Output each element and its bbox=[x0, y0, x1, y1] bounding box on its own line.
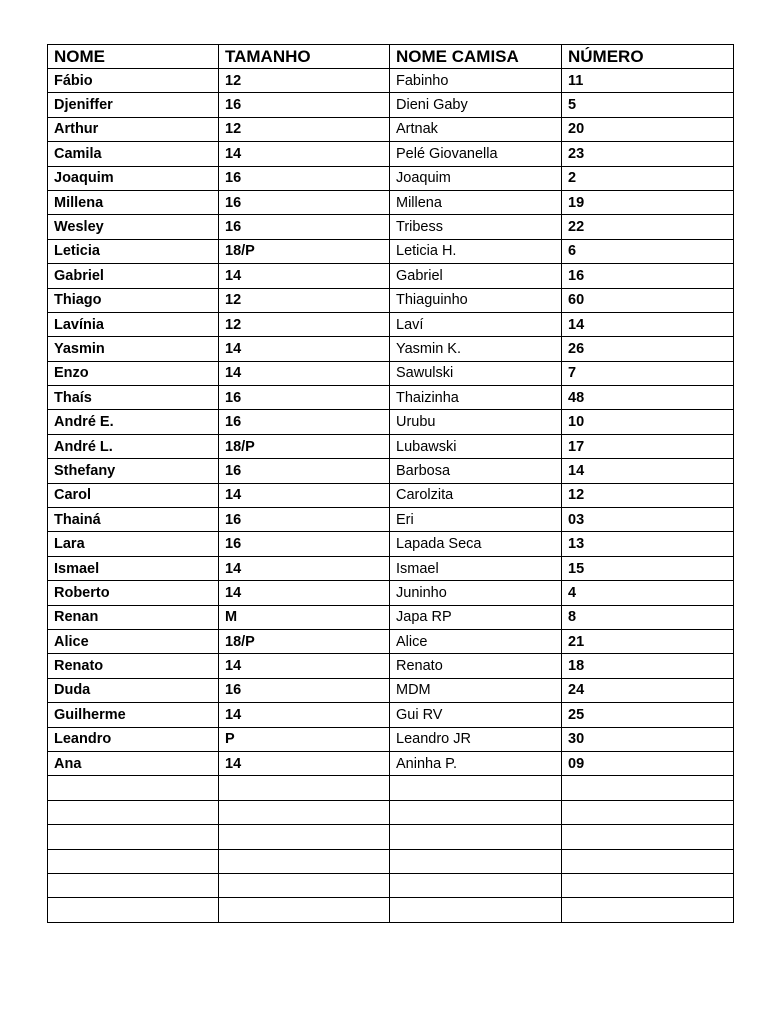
cell-tamanho: 14 bbox=[219, 581, 390, 605]
table-row bbox=[48, 69, 734, 93]
cell-tamanho: 12 bbox=[219, 69, 390, 93]
cell-numero: 22 bbox=[562, 215, 734, 239]
header-nome: NOME bbox=[48, 45, 219, 69]
cell-numero: 19 bbox=[562, 190, 734, 214]
cell-numero bbox=[562, 825, 734, 849]
cell-nome-camisa: Tribess bbox=[390, 215, 562, 239]
cell-nome: Arthur bbox=[48, 117, 219, 141]
cell-nome-camisa: Lubawski bbox=[390, 434, 562, 458]
cell-tamanho: 12 bbox=[219, 117, 390, 141]
cell-nome: Renato bbox=[48, 654, 219, 678]
cell-nome: Gabriel bbox=[48, 264, 219, 288]
cell-numero bbox=[562, 849, 734, 873]
cell-tamanho: 16 bbox=[219, 215, 390, 239]
table-row bbox=[48, 629, 734, 653]
cell-numero: 23 bbox=[562, 142, 734, 166]
cell-numero: 09 bbox=[562, 751, 734, 775]
cell-nome-camisa: Barbosa bbox=[390, 459, 562, 483]
cell-nome-camisa: Sawulski bbox=[390, 361, 562, 385]
cell-nome: Thiago bbox=[48, 288, 219, 312]
cell-numero: 11 bbox=[562, 69, 734, 93]
cell-tamanho: 14 bbox=[219, 264, 390, 288]
cell-nome: Lara bbox=[48, 532, 219, 556]
cell-nome-camisa: MDM bbox=[390, 678, 562, 702]
cell-nome-camisa: Urubu bbox=[390, 410, 562, 434]
cell-numero: 14 bbox=[562, 459, 734, 483]
cell-nome-camisa: Japa RP bbox=[390, 605, 562, 629]
cell-tamanho: 14 bbox=[219, 556, 390, 580]
cell-tamanho: 16 bbox=[219, 166, 390, 190]
cell-nome-camisa bbox=[390, 776, 562, 800]
cell-tamanho: 16 bbox=[219, 190, 390, 214]
cell-numero: 30 bbox=[562, 727, 734, 751]
cell-tamanho: 16 bbox=[219, 508, 390, 532]
cell-tamanho: 12 bbox=[219, 288, 390, 312]
table-row bbox=[48, 532, 734, 556]
cell-tamanho: 14 bbox=[219, 751, 390, 775]
table-row bbox=[48, 678, 734, 702]
cell-nome-camisa: Juninho bbox=[390, 581, 562, 605]
cell-numero: 13 bbox=[562, 532, 734, 556]
cell-numero: 20 bbox=[562, 117, 734, 141]
cell-nome: Lavínia bbox=[48, 312, 219, 336]
cell-numero: 14 bbox=[562, 312, 734, 336]
cell-nome-camisa: Millena bbox=[390, 190, 562, 214]
table-row bbox=[48, 703, 734, 727]
cell-tamanho: 16 bbox=[219, 459, 390, 483]
cell-nome bbox=[48, 800, 219, 824]
table-row bbox=[48, 605, 734, 629]
table-row bbox=[48, 361, 734, 385]
cell-numero: 15 bbox=[562, 556, 734, 580]
table-row bbox=[48, 337, 734, 361]
cell-nome-camisa: Eri bbox=[390, 508, 562, 532]
table-row bbox=[48, 898, 734, 922]
cell-nome: André L. bbox=[48, 434, 219, 458]
cell-tamanho: P bbox=[219, 727, 390, 751]
cell-nome-camisa: Dieni Gaby bbox=[390, 93, 562, 117]
cell-numero: 17 bbox=[562, 434, 734, 458]
cell-numero: 2 bbox=[562, 166, 734, 190]
cell-nome: André E. bbox=[48, 410, 219, 434]
cell-tamanho: 14 bbox=[219, 483, 390, 507]
cell-tamanho: 16 bbox=[219, 386, 390, 410]
cell-nome: Joaquim bbox=[48, 166, 219, 190]
cell-nome: Thaís bbox=[48, 386, 219, 410]
cell-tamanho bbox=[219, 898, 390, 922]
cell-tamanho: 16 bbox=[219, 532, 390, 556]
cell-nome-camisa: Gui RV bbox=[390, 703, 562, 727]
cell-tamanho: M bbox=[219, 605, 390, 629]
cell-numero: 12 bbox=[562, 483, 734, 507]
cell-tamanho: 14 bbox=[219, 703, 390, 727]
header-nome-camisa: NOME CAMISA bbox=[390, 45, 562, 69]
cell-nome: Leandro bbox=[48, 727, 219, 751]
cell-nome: Yasmin bbox=[48, 337, 219, 361]
cell-nome: Sthefany bbox=[48, 459, 219, 483]
cell-nome-camisa: Joaquim bbox=[390, 166, 562, 190]
cell-numero bbox=[562, 873, 734, 897]
table-row bbox=[48, 410, 734, 434]
cell-numero: 03 bbox=[562, 508, 734, 532]
cell-tamanho: 14 bbox=[219, 654, 390, 678]
table-row bbox=[48, 142, 734, 166]
table-row bbox=[48, 873, 734, 897]
table-row bbox=[48, 751, 734, 775]
header-numero: NÚMERO bbox=[562, 45, 734, 69]
table-row bbox=[48, 508, 734, 532]
table-row bbox=[48, 776, 734, 800]
cell-nome: Guilherme bbox=[48, 703, 219, 727]
cell-nome bbox=[48, 898, 219, 922]
cell-numero: 21 bbox=[562, 629, 734, 653]
cell-numero: 10 bbox=[562, 410, 734, 434]
cell-tamanho: 18/P bbox=[219, 239, 390, 263]
cell-numero bbox=[562, 898, 734, 922]
cell-numero: 18 bbox=[562, 654, 734, 678]
cell-nome: Thainá bbox=[48, 508, 219, 532]
table-row bbox=[48, 117, 734, 141]
cell-nome-camisa: Renato bbox=[390, 654, 562, 678]
cell-nome-camisa bbox=[390, 873, 562, 897]
cell-numero bbox=[562, 776, 734, 800]
shirt-size-table bbox=[47, 44, 734, 923]
cell-tamanho: 12 bbox=[219, 312, 390, 336]
cell-nome: Carol bbox=[48, 483, 219, 507]
cell-nome: Duda bbox=[48, 678, 219, 702]
table-row bbox=[48, 312, 734, 336]
cell-numero: 25 bbox=[562, 703, 734, 727]
cell-nome-camisa: Laví bbox=[390, 312, 562, 336]
cell-tamanho: 18/P bbox=[219, 434, 390, 458]
table-body bbox=[48, 69, 734, 923]
cell-tamanho bbox=[219, 849, 390, 873]
cell-nome-camisa: Ismael bbox=[390, 556, 562, 580]
cell-nome-camisa: Pelé Giovanella bbox=[390, 142, 562, 166]
cell-nome-camisa: Aninha P. bbox=[390, 751, 562, 775]
cell-nome: Ismael bbox=[48, 556, 219, 580]
table-row bbox=[48, 215, 734, 239]
cell-nome-camisa: Lapada Seca bbox=[390, 532, 562, 556]
cell-numero: 16 bbox=[562, 264, 734, 288]
cell-tamanho bbox=[219, 873, 390, 897]
cell-nome: Ana bbox=[48, 751, 219, 775]
cell-nome-camisa: Thiaguinho bbox=[390, 288, 562, 312]
table-row bbox=[48, 190, 734, 214]
cell-nome: Djeniffer bbox=[48, 93, 219, 117]
cell-nome: Renan bbox=[48, 605, 219, 629]
cell-nome-camisa: Thaizinha bbox=[390, 386, 562, 410]
table-row bbox=[48, 727, 734, 751]
header-tamanho: TAMANHO bbox=[219, 45, 390, 69]
cell-numero: 60 bbox=[562, 288, 734, 312]
table-row bbox=[48, 93, 734, 117]
table-row bbox=[48, 849, 734, 873]
cell-numero: 48 bbox=[562, 386, 734, 410]
cell-tamanho bbox=[219, 825, 390, 849]
cell-nome-camisa: Fabinho bbox=[390, 69, 562, 93]
cell-nome: Leticia bbox=[48, 239, 219, 263]
cell-nome: Roberto bbox=[48, 581, 219, 605]
cell-nome-camisa: Yasmin K. bbox=[390, 337, 562, 361]
cell-nome: Wesley bbox=[48, 215, 219, 239]
cell-numero: 26 bbox=[562, 337, 734, 361]
cell-tamanho bbox=[219, 776, 390, 800]
cell-nome: Camila bbox=[48, 142, 219, 166]
cell-tamanho: 14 bbox=[219, 337, 390, 361]
header-row bbox=[48, 45, 734, 69]
cell-tamanho: 14 bbox=[219, 142, 390, 166]
cell-tamanho bbox=[219, 800, 390, 824]
cell-nome: Millena bbox=[48, 190, 219, 214]
cell-nome-camisa: Leandro JR bbox=[390, 727, 562, 751]
cell-numero bbox=[562, 800, 734, 824]
table-row bbox=[48, 434, 734, 458]
cell-nome: Fábio bbox=[48, 69, 219, 93]
table-row bbox=[48, 386, 734, 410]
cell-numero: 6 bbox=[562, 239, 734, 263]
cell-numero: 5 bbox=[562, 93, 734, 117]
cell-nome-camisa: Carolzita bbox=[390, 483, 562, 507]
cell-nome-camisa bbox=[390, 825, 562, 849]
table-row bbox=[48, 825, 734, 849]
table-row bbox=[48, 483, 734, 507]
cell-tamanho: 16 bbox=[219, 678, 390, 702]
cell-nome-camisa bbox=[390, 849, 562, 873]
table-row bbox=[48, 264, 734, 288]
cell-nome bbox=[48, 776, 219, 800]
cell-nome-camisa: Artnak bbox=[390, 117, 562, 141]
cell-tamanho: 16 bbox=[219, 410, 390, 434]
cell-nome-camisa bbox=[390, 800, 562, 824]
cell-nome bbox=[48, 873, 219, 897]
table-row bbox=[48, 581, 734, 605]
table-row bbox=[48, 654, 734, 678]
cell-tamanho: 14 bbox=[219, 361, 390, 385]
cell-numero: 4 bbox=[562, 581, 734, 605]
cell-tamanho: 16 bbox=[219, 93, 390, 117]
cell-nome bbox=[48, 849, 219, 873]
cell-numero: 8 bbox=[562, 605, 734, 629]
cell-nome-camisa: Alice bbox=[390, 629, 562, 653]
cell-nome-camisa: Leticia H. bbox=[390, 239, 562, 263]
table-row bbox=[48, 800, 734, 824]
table-row bbox=[48, 556, 734, 580]
cell-nome-camisa: Gabriel bbox=[390, 264, 562, 288]
table-row bbox=[48, 239, 734, 263]
cell-nome: Enzo bbox=[48, 361, 219, 385]
cell-numero: 24 bbox=[562, 678, 734, 702]
table-row bbox=[48, 459, 734, 483]
cell-nome bbox=[48, 825, 219, 849]
table-row bbox=[48, 166, 734, 190]
cell-nome: Alice bbox=[48, 629, 219, 653]
cell-tamanho: 18/P bbox=[219, 629, 390, 653]
table-row bbox=[48, 288, 734, 312]
cell-numero: 7 bbox=[562, 361, 734, 385]
cell-nome-camisa bbox=[390, 898, 562, 922]
